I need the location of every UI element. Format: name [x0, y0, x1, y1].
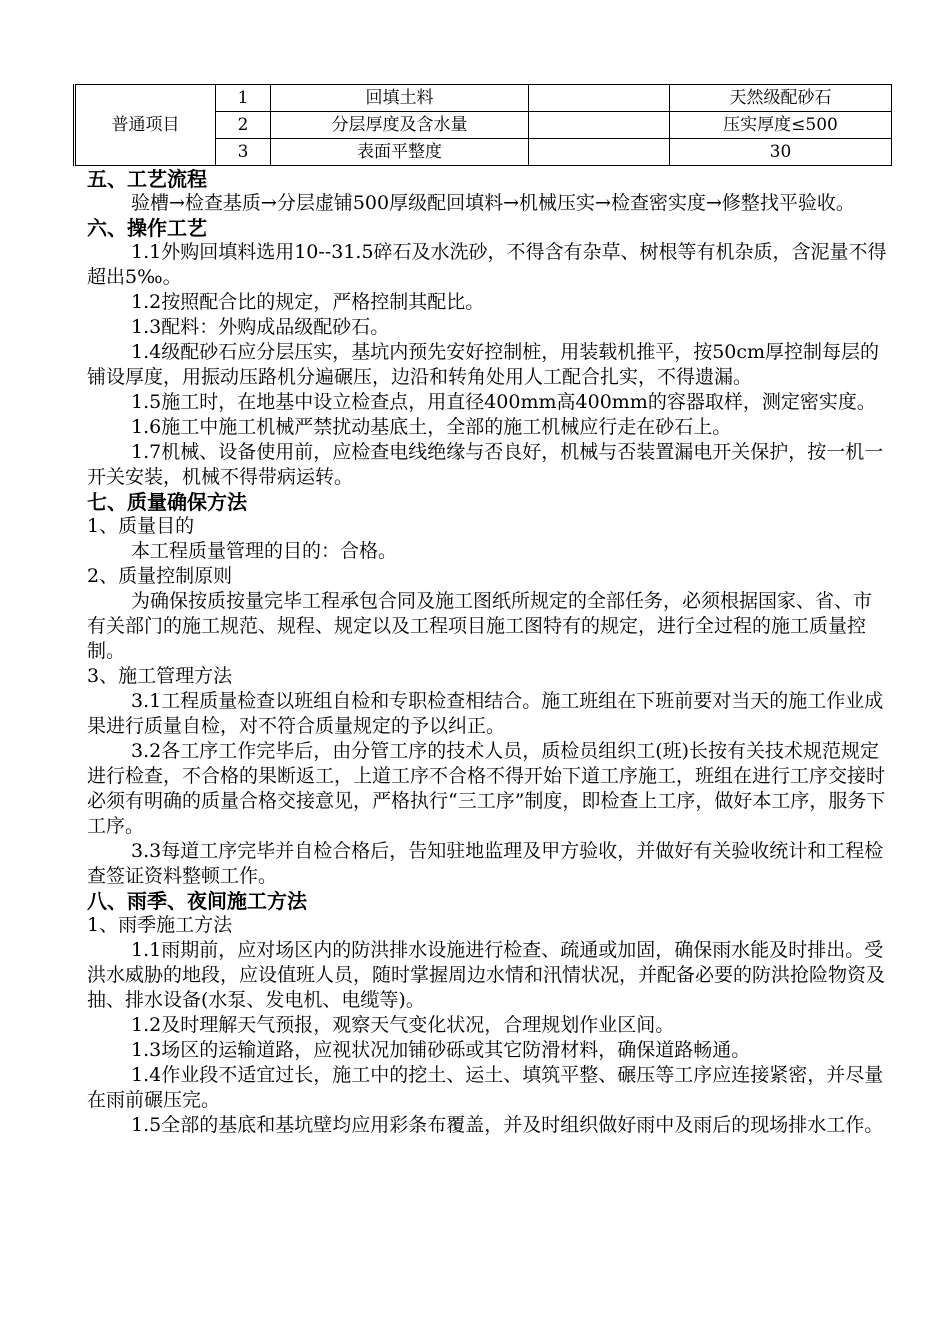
subsection-heading: 1、质量目的	[87, 515, 195, 537]
paragraph: 1.4级配砂石应分层压实，基坑内预先安好控制桩，用装载机推平，按50cm厚控制每层的铺设厚度，用振动压路机分遍碾压，边沿和转角处用人工配合扎实，不得遗漏。	[87, 341, 880, 388]
paragraph: 3.1工程质量检查以班组自检和专职检查相结合。施工班组在下班前要对当天的施工作业成果进行质量自检，对不符合质量规定的予以纠正。	[87, 690, 884, 737]
row-blank	[529, 139, 670, 166]
section-heading: 八、雨季、夜间施工方法	[87, 889, 307, 913]
paragraph: 1.4作业段不适宜过长，施工中的挖土、运土、填筑平整、碾压等工序应连接紧密，并尽量在雨前碾压完。	[87, 1064, 884, 1111]
document-body	[87, 167, 887, 1138]
category-cell: 普通项目	[75, 85, 216, 166]
row-item: 回填土料	[271, 85, 529, 112]
row-number: 3	[216, 139, 271, 166]
paragraph: 1.5全部的基底和基坑壁均应用彩条布覆盖，并及时组织做好雨中及雨后的现场排水工作。	[131, 1114, 884, 1136]
row-number: 1	[216, 85, 271, 112]
section-heading: 六、操作工艺	[87, 216, 207, 240]
paragraph: 1.6施工中施工机械严禁扰动基底土，全部的施工机械应行走在砂石上。	[131, 416, 732, 438]
row-blank	[529, 85, 670, 112]
row-number: 2	[216, 112, 271, 139]
table-row	[75, 85, 892, 112]
paragraph: 1.2及时理解天气预报，观察天气变化状况，合理规划作业区间。	[131, 1014, 675, 1036]
paragraph: 3.2各工序工作完毕后，由分管工序的技术人员，质检员组织工(班)长按有关技术规范规定进行检查，不合格的果断返工，上道工序不合格不得开始下道工序施工，班组在进行工序交接时必须有明确的质量合格交接意见，严格执行“三工序”制度，即检查上工序，做好本工序，服务下工序。	[87, 740, 886, 837]
section-heading: 五、工艺流程	[87, 167, 207, 191]
paragraph: 1.1雨期前，应对场区内的防洪排水设施进行检查、疏通或加固，确保雨水能及时排出。受洪水威胁的地段，应设值班人员，随时掌握周边水情和汛情状况，并配备必要的防洪抢险物资及抽、排水设备(水泵、发电机、电缆等)。	[87, 939, 886, 1011]
row-value: 天然级配砂石	[670, 85, 892, 112]
row-value: 压实厚度≤500	[670, 112, 892, 139]
paragraph: 本工程质量管理的目的：合格。	[131, 540, 398, 562]
paragraph: 1.3配料：外购成品级配砂石。	[131, 316, 390, 338]
paragraph: 1.1外购回填料选用10--31.5碎石及水洗砂，不得含有杂草、树根等有机杂质，含泥量不得超出5‰。	[87, 241, 887, 288]
row-item: 分层厚度及含水量	[271, 112, 529, 139]
paragraph: 为确保按质按量完毕工程承包合同及施工图纸所规定的全部任务，必须根据国家、省、市有关部门的施工规范、规程、规定以及工程项目施工图特有的规定，进行全过程的施工质量控制。	[87, 590, 873, 662]
row-blank	[529, 112, 670, 139]
subsection-heading: 2、质量控制原则	[87, 565, 233, 587]
paragraph: 3.3每道工序完毕并自检合格后，告知驻地监理及甲方验收，并做好有关验收统计和工程检查签证资料整顿工作。	[87, 840, 884, 887]
paragraph: 1.7机械、设备使用前，应检查电线绝缘与否良好，机械与否装置漏电开关保护，按一机一开关安装，机械不得带病运转。	[87, 441, 884, 488]
section-heading: 七、质量确保方法	[87, 490, 247, 514]
paragraph: 验槽→检查基质→分层虚铺500厚级配回填料→机械压实→检查密实度→修整找平验收。	[131, 192, 855, 214]
subsection-heading: 3、施工管理方法	[87, 665, 233, 687]
paragraph: 1.3场区的运输道路，应视状况加铺砂砾或其它防滑材料，确保道路畅通。	[131, 1039, 751, 1061]
paragraph: 1.2按照配合比的规定，严格控制其配比。	[131, 291, 485, 313]
paragraph: 1.5施工时，在地基中设立检查点，用直径400mm高400mm的容器取样，测定密实度。	[131, 391, 876, 413]
subsection-heading: 1、雨季施工方法	[87, 914, 233, 936]
row-value: 30	[670, 139, 892, 166]
quality-standard-table	[73, 84, 892, 166]
row-item: 表面平整度	[271, 139, 529, 166]
